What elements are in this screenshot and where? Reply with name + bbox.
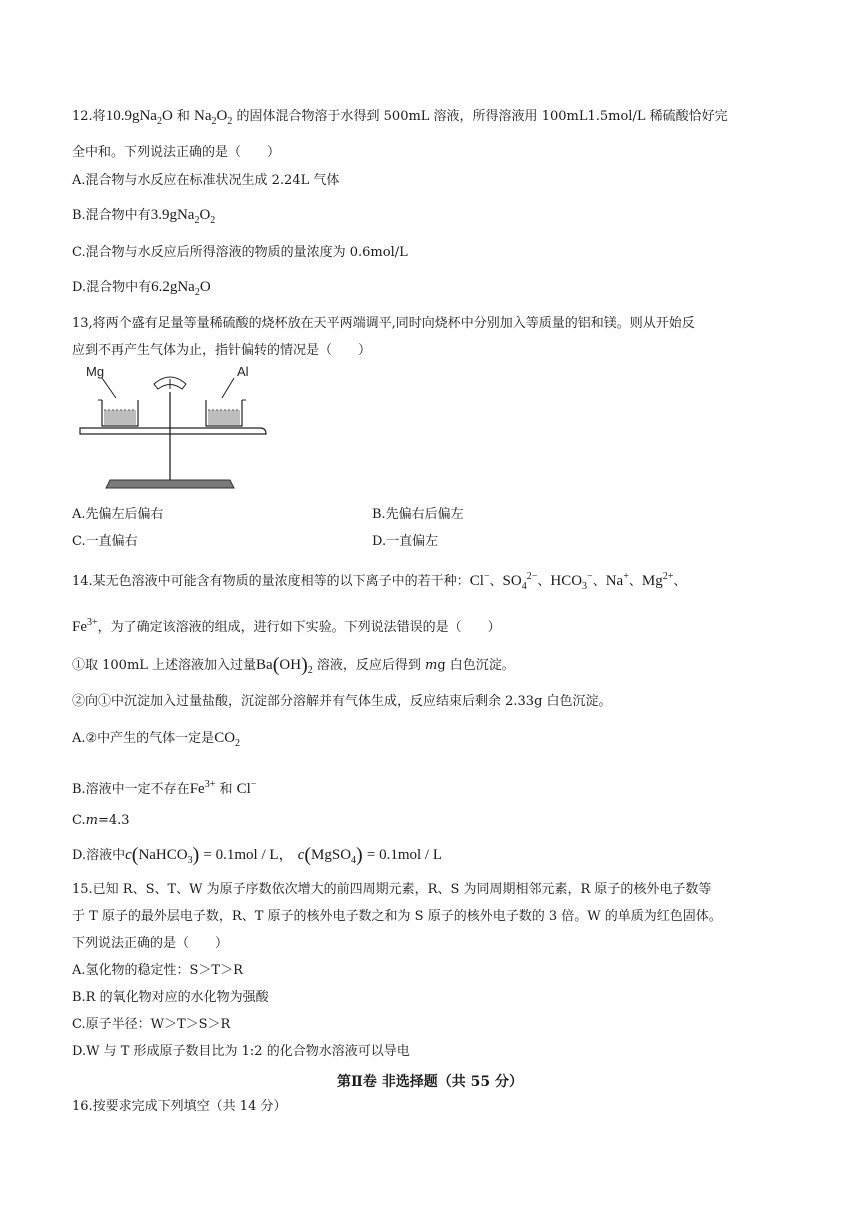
label-mg: Mg: [86, 364, 105, 379]
q14-stem-line2: $Fe^{3+}$，为了确定该溶液的组成，进行如下实验。下列说法错误的是（ ）: [72, 617, 501, 635]
section-2-heading: 第Ⅱ卷 非选择题（共 55 分）: [337, 1074, 523, 1090]
q13-option-d: D.一直偏左: [372, 534, 439, 549]
q15-option-c: C.原子半径：W＞T＞S＞R: [72, 1017, 231, 1032]
balance-pan: [80, 428, 266, 434]
q15-stem-line2: 于 T 原子的最外层电子数，R、T 原子的核外电子数之和为 S 原子的核外电子数的 3 倍。W 的单质为红色固体。: [72, 909, 722, 924]
q13-stem-line1: 13,将两个盛有足量等量稀硫酸的烧杯放在天平两端调平,同时向烧杯中分别加入等质量的铝和镁。则从开始反: [72, 316, 695, 331]
q14-option-b: B.溶液中一定不存在$Fe^{3+}$ 和 Cl−: [72, 779, 257, 797]
q12-stem-line2: 全中和。下列说法正确的是（ ）: [72, 145, 281, 160]
balance-figure: [72, 362, 272, 496]
q15-option-b: B.R 的氧化物对应的水化物为强酸: [72, 990, 269, 1005]
q14-option-a: A.②中产生的气体一定是$CO_2$: [72, 730, 241, 749]
q13-stem-line2: 应到不再产生气体为止，指针偏转的情况是（ ）: [72, 343, 372, 358]
q13-option-b: B.先偏右后偏左: [372, 507, 464, 522]
q14-step-1: ①取 100mL 上述溶液加入过量$Ba(OH)_2$ 溶液，反应后得到 mg 白色沉淀。: [72, 654, 515, 676]
label-right-pointer: [222, 378, 234, 398]
q13-option-a: A.先偏左后偏右: [72, 507, 164, 522]
q14-stem-line1: 14.某无色溶液中可能含有物质的量浓度相等的以下离子中的若干种：Cl−、$SO_4^{2-}$、$HCO_3^-$、Na+、$Mg^{2+}$、: [72, 571, 687, 592]
q12-option-b: B.混合物中有$3.9gNa_2O_2$: [72, 207, 216, 226]
q14-step-2: ②向①中沉淀加入过量盐酸，沉淀部分溶解并有气体生成，反应结束后剩余 2.33g 白色沉淀。: [72, 694, 612, 709]
q15-stem-line1: 15.已知 R、S、T、W 为原子序数依次增大的前四周期元素，R、S 为同周期相邻元素，R 原子的核外电子数等: [72, 882, 712, 897]
balance-base: [106, 480, 234, 488]
label-left-pointer: [102, 378, 116, 398]
beaker-left: [98, 400, 138, 426]
q12-stem-line1: 12.将10.9gNa$_2$O 和 $Na_2O_2$ 的固体混合物溶于水得到 500mL 溶液，所得溶液用 100mL1.5mol/L 稀硫酸恰好完: [72, 108, 728, 127]
q13-option-c: C.一直偏右: [72, 534, 138, 549]
label-al: Al: [237, 364, 249, 379]
q12-option-c: C.混合物与水反应后所得溶液的物质的量浓度为 0.6mol/L: [72, 245, 408, 260]
q14-option-c: C.m=4.3: [72, 813, 130, 828]
q12-option-d: D.混合物中有6.2gNa$_2$O: [72, 279, 211, 298]
q14-option-d: D.溶液中c(NaHCO$_3$) = 0.1mol / L， c(MgSO$_4$) = 0.1mol / L: [72, 844, 442, 866]
q12-option-a: A.混合物与水反应在标准状况生成 2.24L 气体: [72, 173, 340, 188]
q15-option-a: A.氢化物的稳定性：S＞T＞R: [72, 963, 243, 978]
q15-stem-line3: 下列说法正确的是（ ）: [72, 936, 229, 951]
beaker-right: [206, 400, 246, 426]
q16-stem: 16.按要求完成下列填空（共 14 分）: [72, 1099, 287, 1114]
q15-option-d: D.W 与 T 形成原子数目比为 1:2 的化合物水溶液可以导电: [72, 1044, 410, 1059]
